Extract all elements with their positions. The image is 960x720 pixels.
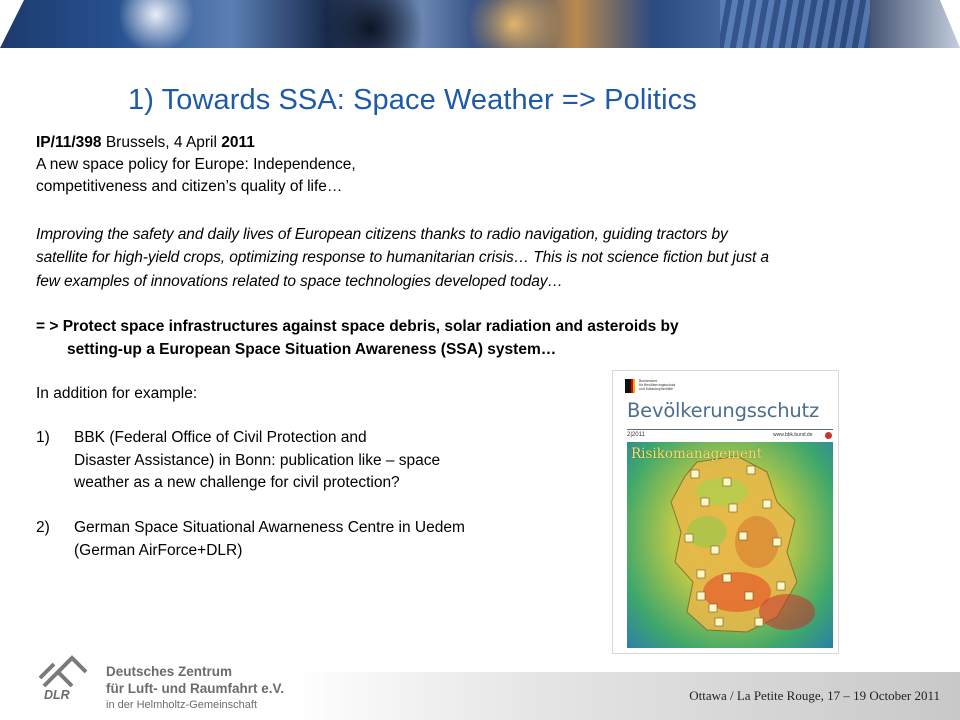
example-2-number: 2) [36, 519, 50, 536]
dlr-name-line-3: in der Helmholtz-Gemeinschaft [106, 699, 258, 711]
example-1-line-1: BBK (Federal Office of Civil Protection and [74, 429, 367, 446]
quote-line-1: Improving the safety and daily lives of European citizens thanks to radio navigation, guiding tractors by [36, 226, 728, 243]
dlr-name-line-1: Deutsches Zentrum [106, 664, 233, 679]
cover-logo-icon [825, 432, 832, 439]
example-2-line-2: (German AirForce+DLR) [74, 542, 243, 559]
dlr-name-line-2: für Luft- und Raumfahrt e.V. [106, 681, 284, 696]
example-1-line-3: weather as a new challenge for civil protection? [74, 474, 400, 491]
footer-event: Ottawa / La Petite Rouge, 17 – 19 October 2011 [689, 688, 940, 703]
examples-intro: In addition for example: [36, 385, 198, 402]
germany-risk-map [627, 442, 833, 648]
press-release-headline-2: competitiveness and citizen’s quality of life… [36, 178, 343, 195]
example-1-number: 1) [36, 429, 50, 446]
cover-publisher: Bundesamt für Bevölkerungsschutz und Katastrophenhilfe [639, 379, 676, 391]
quote-line-3: few examples of innovations related to space technologies developed today… [36, 273, 563, 290]
dlr-abbreviation: DLR [44, 688, 70, 702]
cover-issue: 2|2011 [627, 432, 645, 438]
cover-url: www.bbk.bund.de [773, 432, 813, 438]
conclusion-line-2: setting-up a European Space Situation Awareness (SSA) system… [67, 341, 557, 358]
magazine-cover-image [612, 370, 839, 654]
slide-title: 1) Towards SSA: Space Weather => Politics [128, 84, 697, 116]
header-banner-image [0, 0, 960, 48]
cover-banner: Risikomanagement [631, 446, 763, 462]
quote-line-2: satellite for high-yield crops, optimizing response to humanitarian crisis… This is not science fiction but just a [36, 249, 769, 266]
example-1-line-2: Disaster Assistance) in Bonn: publication like – space [74, 452, 441, 469]
example-2-line-1: German Space Situational Awarneness Centre in Uedem [74, 519, 465, 536]
cover-title: Bevölkerungsschutz [627, 399, 820, 422]
press-release-place-date: Brussels, 4 April [101, 134, 222, 151]
press-release-header [36, 133, 255, 153]
press-release-id: IP/11/398 [36, 134, 102, 151]
press-release-headline-1: A new space policy for Europe: Independence, [36, 156, 356, 173]
conclusion-line-1: = > Protect space infrastructures against space debris, solar radiation and asteroids by [36, 318, 679, 335]
press-release-year: 2011 [221, 134, 255, 151]
